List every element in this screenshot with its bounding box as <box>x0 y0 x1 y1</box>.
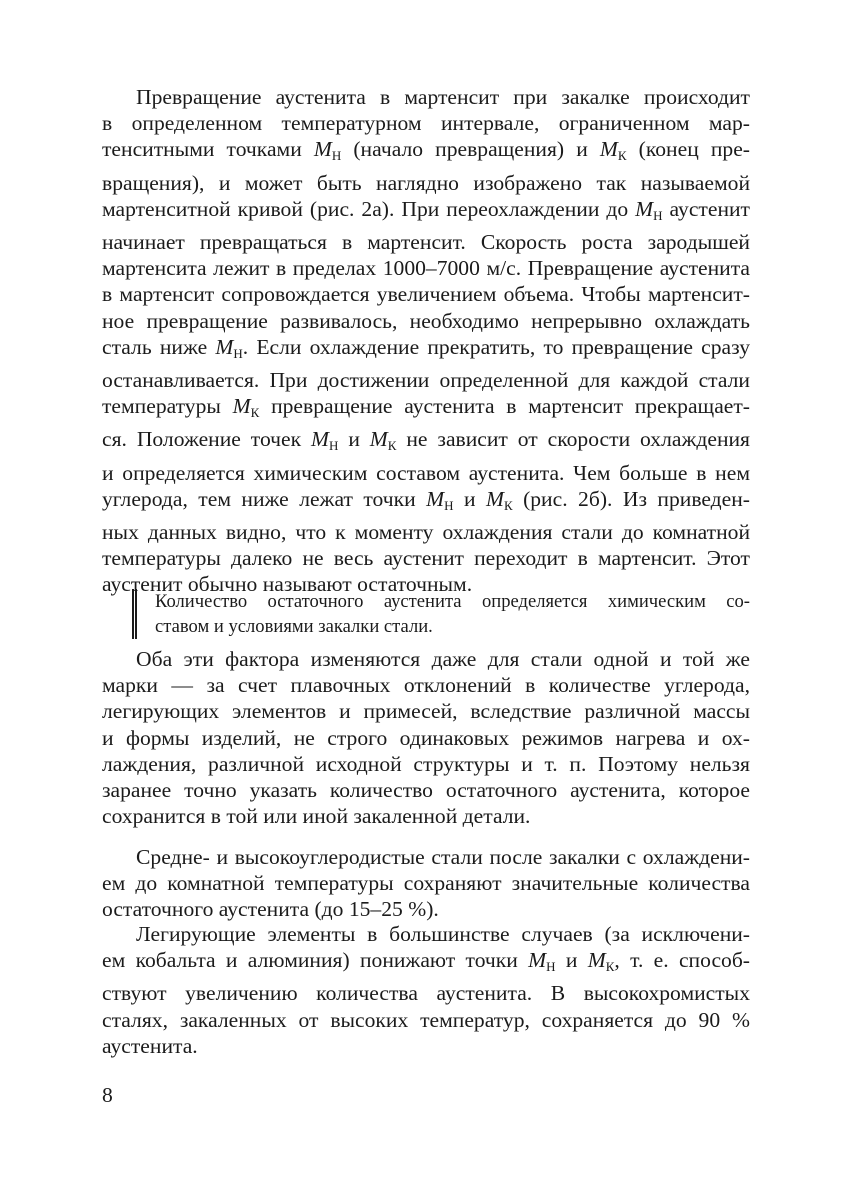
martensite-point-symbol: М <box>426 486 445 511</box>
martensite-point-symbol: М <box>215 334 234 359</box>
text-line: аустенит обычно называют остаточным. <box>102 572 473 597</box>
text-line: Оба эти фактора изменяются даже для стали одной и той же <box>136 647 750 671</box>
text-line: в мартенсит сопровождается увеличением объема. Чтобы мартенсит- <box>102 282 750 307</box>
text-line: мартенситной кривой (рис. 2а). При переохлаждении до $М_Н$ аустенит <box>102 196 750 223</box>
text-line: ем до комнатной температуры сохраняют значительные количества <box>102 871 750 896</box>
text-line: углерода, тем ниже лежат точки $М_Н$ и $М_К$ (рис. 2б). Из приведен- <box>102 486 751 513</box>
paragraph-martensite-transformation <box>102 84 750 598</box>
martensite-point-symbol: М <box>635 196 654 221</box>
symbol-subscript: К <box>605 959 615 975</box>
symbol-subscript: Н <box>233 345 243 361</box>
text-line: начинает превращаться в мартенсит. Скорость роста зародышей <box>102 230 750 255</box>
text-line: Превращение аустенита в мартенсит при закалке происходит <box>136 85 750 109</box>
text-line: сталь ниже $М_Н$. Если охлаждение прекратить, то превращение сразу <box>102 334 751 361</box>
martensite-point-symbol: М <box>313 137 332 162</box>
text-line: ствуют увеличению количества аустенита. В высокохромистых <box>102 981 750 1006</box>
martensite-point-symbol: М <box>485 486 504 511</box>
symbol-subscript: К <box>387 438 397 454</box>
text-line: вращения), и может быть наглядно изображено так называемой <box>102 170 750 195</box>
text-line: ем кобальта и алюминия) понижают точки $М_Н$ и $М_К$, т. е. способ- <box>102 948 751 975</box>
text-line: заранее точно указать количество остаточного аустенита, которое <box>102 778 750 803</box>
symbol-subscript: К <box>250 405 260 421</box>
text-line: Средне- и высокоуглеродистые стали после закалки с охлаждени- <box>136 845 750 869</box>
text-line: Количество остаточного аустенита определяется химическим со- <box>155 591 750 612</box>
text-line: сталях, закаленных от высоких температур, сохраняется до 90 % <box>102 1007 750 1032</box>
paragraph-factors <box>102 646 750 829</box>
text-line: температуры далеко не весь аустенит переходит в мартенсит. Этот <box>102 546 750 571</box>
symbol-subscript: Н <box>444 497 454 513</box>
symbol-subscript: Н <box>331 148 342 164</box>
text-line: ся. Положение точек $М_Н$ и $М_К$ не зависит от скорости охлаждения <box>102 427 750 454</box>
text-line: легирующих элементов и примесей, вследствие различной массы <box>102 699 750 724</box>
martensite-point-symbol: М <box>369 427 388 452</box>
martensite-point-symbol: М <box>232 394 251 419</box>
paragraph-carbon-steels <box>102 844 750 923</box>
symbol-subscript: К <box>617 148 627 164</box>
text-line: ное превращение развивалось, необходимо непрерывно охлаждать <box>102 308 750 333</box>
martensite-point-symbol: М <box>587 948 606 973</box>
text-line: Легирующие элементы в большинстве случаев (за исключени- <box>136 922 750 946</box>
text-line: и определяется химическим составом аустенита. Чем больше в нем <box>102 460 750 485</box>
page-number: 8 <box>102 1083 113 1107</box>
text-line: ставом и условиями закалки стали. <box>155 616 433 637</box>
martensite-point-symbol: М <box>599 137 618 162</box>
text-line: лаждения, различной исходной структуры и т. п. Поэтому нельзя <box>102 751 750 776</box>
text-line: температуры $М_К$ превращение аустенита в мартенсит прекращает- <box>102 394 750 421</box>
martensite-point-symbol: М <box>528 948 547 973</box>
text-line: тенситными точками $М_Н$ (начало превращения) и $М_К$ (конец пре- <box>102 137 750 164</box>
text-line: аустенита. <box>102 1033 198 1058</box>
highlighted-note <box>132 589 750 639</box>
text-line: в определенном температурном интервале, ограниченном мар- <box>102 111 750 136</box>
text-line: и формы изделий, не строго одинаковых режимов нагрева и ох- <box>102 725 750 750</box>
paragraph-alloying-elements <box>102 921 750 1059</box>
martensite-point-symbol: М <box>311 427 330 452</box>
symbol-subscript: К <box>503 497 513 513</box>
symbol-subscript: Н <box>329 438 339 454</box>
text-line: сохранится в той или иной закаленной детали. <box>102 804 531 829</box>
text-line: ных данных видно, что к моменту охлаждения стали до комнатной <box>102 520 750 545</box>
text-line: мартенсита лежит в пределах 1000–7000 м/с. Превращение аустенита <box>102 256 750 281</box>
text-line: марки — за счет плавочных отклонений в количестве углерода, <box>102 673 750 698</box>
symbol-subscript: Н <box>653 207 663 223</box>
text-line: остаточного аустенита (до 15–25 %). <box>102 897 439 922</box>
text-line: останавливается. При достижении определенной для каждой стали <box>102 368 750 393</box>
symbol-subscript: Н <box>546 959 556 975</box>
